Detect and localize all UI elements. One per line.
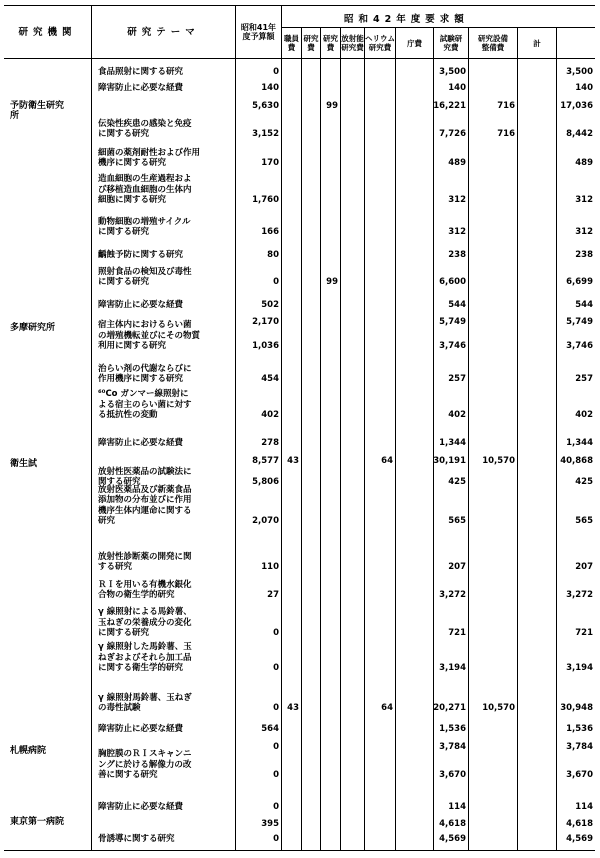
cell-value: 16,221	[433, 101, 466, 111]
cell-value: 2,170	[252, 317, 279, 327]
research-theme: ＲＩを用いる有機水銀化 合物の衛生学的研究	[98, 579, 192, 600]
cell-value: 6,699	[566, 277, 593, 287]
cell-value: 166	[261, 227, 279, 237]
cell-value: 425	[575, 477, 593, 487]
research-theme: 胸腔膜のＲＩスキャンニ ングに於ける解像力の改 善に関する研究	[98, 749, 192, 780]
cell-value: 0	[273, 802, 279, 812]
cell-value: 4,569	[566, 834, 593, 844]
col-rule	[468, 27, 469, 850]
cell-value: 1,536	[439, 724, 466, 734]
institution-name: 東京第一病院	[10, 817, 65, 827]
research-theme: 治らい剤の代謝ならびに 作用機序に関する研究	[98, 363, 192, 384]
col-rule	[281, 5, 282, 850]
research-theme: 放射性診断薬の開発に関 する研究	[98, 551, 192, 572]
cell-value: 0	[273, 663, 279, 673]
col-rule	[433, 27, 434, 850]
research-theme: 食品照射に関する研究	[98, 67, 184, 77]
cell-value: 0	[273, 277, 279, 287]
institution-name: 多摩研究所	[10, 323, 56, 333]
cell-value: 312	[575, 227, 593, 237]
col-rule	[91, 5, 92, 850]
cell-value: 3,670	[439, 770, 466, 780]
cell-value: 3,194	[439, 663, 466, 673]
research-theme: 造血細胞の生産過程およ び移植造血細胞の生体内 細胞に関する研究	[98, 174, 192, 205]
cell-value: 3,746	[566, 341, 593, 351]
cell-value: 312	[448, 227, 466, 237]
cell-value: 3,500	[566, 67, 593, 77]
cell-value: 3,500	[439, 67, 466, 77]
cell-value: 502	[261, 300, 279, 310]
cell-value: 0	[273, 67, 279, 77]
research-theme: 照射食品の検知及び毒性 に関する研究	[98, 266, 192, 287]
header-col-6: 試験研 究費	[439, 34, 463, 52]
research-theme: 齲蝕予防に関する研究	[98, 250, 184, 260]
cell-value: 30,948	[560, 703, 593, 713]
cell-value: 4,618	[566, 819, 593, 829]
cell-value: 43	[287, 456, 299, 466]
cell-value: 0	[273, 703, 279, 713]
header-col-3: 放射能 研究費	[341, 34, 364, 52]
budget-table	[4, 5, 595, 853]
col-rule	[320, 27, 321, 850]
cell-value: 489	[448, 158, 466, 168]
cell-value: 3,272	[439, 590, 466, 600]
cell-value: 312	[448, 195, 466, 205]
cell-value: 5,749	[566, 317, 593, 327]
research-theme: γ 線照射による馬鈴薯、 玉ねぎの栄養成分の変化 に関する研究	[98, 607, 192, 638]
cell-value: 721	[448, 628, 466, 638]
cell-value: 238	[448, 250, 466, 260]
cell-value: 4,569	[439, 834, 466, 844]
col-rule	[556, 27, 557, 850]
cell-value: 110	[261, 562, 279, 572]
col-rule	[340, 27, 341, 850]
cell-value: 402	[575, 410, 593, 420]
research-theme: 障害防止に必要な経費	[98, 300, 184, 310]
col-rule	[517, 27, 518, 850]
research-theme: γ 線照射した馬鈴薯、玉 ねぎおよびそれら加工品 に関する衛生学的研究	[98, 642, 192, 673]
cell-value: 564	[261, 724, 279, 734]
research-theme: 放射性医薬品の試験法に 関する研究	[98, 466, 192, 487]
header-fy42-request: 昭和42年度要求額	[344, 14, 469, 25]
header-institution: 研究機関	[18, 26, 77, 38]
cell-value: 1,760	[252, 195, 279, 205]
cell-value: 257	[575, 374, 593, 384]
research-theme: 障害防止に必要な経費	[98, 802, 184, 812]
col-rule	[395, 27, 396, 850]
col-rule	[301, 27, 302, 850]
cell-value: 489	[575, 158, 593, 168]
header-col-1: 研究費	[303, 34, 319, 52]
cell-value: 10,570	[482, 703, 515, 713]
cell-value: 114	[448, 802, 466, 812]
cell-value: 99	[326, 277, 338, 287]
cell-value: 565	[575, 516, 593, 526]
research-theme: 障害防止に必要な経費	[98, 724, 184, 734]
cell-value: 278	[261, 438, 279, 448]
research-theme: γ 線照射馬鈴薯、玉ねぎ の毒性試験	[98, 692, 192, 713]
cell-value: 8,577	[252, 456, 279, 466]
cell-value: 140	[575, 83, 593, 93]
cell-value: 3,272	[566, 590, 593, 600]
cell-value: 3,784	[439, 742, 466, 752]
cell-value: 3,670	[566, 770, 593, 780]
research-theme: 伝染性疾患の感染と免疫 に関する研究	[98, 118, 192, 139]
table-bottom-rule	[4, 850, 595, 851]
research-theme: ⁶⁰Co ガンマー線照射に よる宿主のらい菌に対す る抵抗性の変動	[98, 389, 192, 420]
cell-value: 3,746	[439, 341, 466, 351]
cell-value: 716	[497, 129, 515, 139]
research-theme: 障害防止に必要な経費	[98, 83, 184, 93]
cell-value: 207	[575, 562, 593, 572]
cell-value: 114	[575, 802, 593, 812]
cell-value: 3,152	[252, 129, 279, 139]
cell-value: 257	[448, 374, 466, 384]
cell-value: 40,868	[560, 456, 593, 466]
cell-value: 1,536	[566, 724, 593, 734]
cell-value: 0	[273, 834, 279, 844]
col-rule	[235, 5, 236, 850]
cell-value: 5,630	[252, 101, 279, 111]
cell-value: 6,600	[439, 277, 466, 287]
cell-value: 140	[448, 83, 466, 93]
cell-value: 425	[448, 477, 466, 487]
cell-value: 544	[448, 300, 466, 310]
cell-value: 17,036	[560, 101, 593, 111]
cell-value: 402	[448, 410, 466, 420]
cell-value: 170	[261, 158, 279, 168]
cell-value: 2,070	[252, 516, 279, 526]
research-theme: 動物細胞の増殖サイクル に関する研究	[98, 216, 191, 237]
cell-value: 1,036	[252, 341, 279, 351]
header-bottom-rule	[4, 58, 595, 59]
cell-value: 64	[381, 456, 393, 466]
header-col-2: 研究費	[323, 34, 338, 52]
cell-value: 8,442	[566, 129, 593, 139]
institution-name: 札幌病院	[10, 746, 47, 756]
cell-value: 10,570	[482, 456, 515, 466]
cell-value: 7,726	[439, 129, 466, 139]
institution-name: 予防衛生研究 所	[10, 101, 65, 121]
cell-value: 0	[273, 628, 279, 638]
cell-value: 3,194	[566, 663, 593, 673]
institution-name: 衛生試	[10, 459, 38, 469]
cell-value: 207	[448, 562, 466, 572]
header-col-0: 職員費	[284, 34, 299, 52]
header-budget-fy41: 昭和41年 度予算額	[240, 23, 277, 41]
cell-value: 43	[287, 703, 299, 713]
cell-value: 395	[261, 819, 279, 829]
col-rule	[364, 27, 365, 850]
research-theme: 宿主体内におけるらい菌 の増殖機転並びにその物質 利用に関する研究	[98, 320, 201, 351]
header-theme: 研究テーマ	[127, 26, 200, 38]
cell-value: 312	[575, 195, 593, 205]
research-theme: 骨誘導に関する研究	[98, 834, 175, 844]
cell-value: 5,806	[252, 477, 279, 487]
cell-value: 402	[261, 410, 279, 420]
cell-value: 0	[273, 770, 279, 780]
cell-value: 99	[326, 101, 338, 111]
cell-value: 27	[267, 590, 279, 600]
header-col-5: 庁費	[407, 38, 422, 48]
cell-value: 64	[381, 703, 393, 713]
cell-value: 721	[575, 628, 593, 638]
cell-value: 5,749	[439, 317, 466, 327]
cell-value: 140	[261, 83, 279, 93]
cell-value: 544	[575, 300, 593, 310]
cell-value: 1,344	[439, 438, 466, 448]
cell-value: 716	[497, 101, 515, 111]
cell-value: 238	[575, 250, 593, 260]
cell-value: 0	[273, 742, 279, 752]
cell-value: 1,344	[566, 438, 593, 448]
cell-value: 4,618	[439, 819, 466, 829]
cell-value: 454	[261, 374, 279, 384]
research-theme: 細菌の薬剤耐性および作用 機序に関する研究	[98, 147, 201, 168]
header-col-8: 計	[533, 38, 541, 48]
cell-value: 30,191	[433, 456, 466, 466]
cell-value: 3,784	[566, 742, 593, 752]
cell-value: 80	[267, 250, 279, 260]
research-theme: 放射医薬品及び新薬食品 添加物の分布並びに作用 機序生体内運命に関する 研究	[98, 484, 192, 526]
research-theme: 障害防止に必要な経費	[98, 438, 184, 448]
header-col-4: ヘリウム 研究費	[365, 34, 395, 52]
cell-value: 565	[448, 516, 466, 526]
header-col-7: 研究設備 整備費	[478, 34, 508, 52]
cell-value: 20,271	[433, 703, 466, 713]
